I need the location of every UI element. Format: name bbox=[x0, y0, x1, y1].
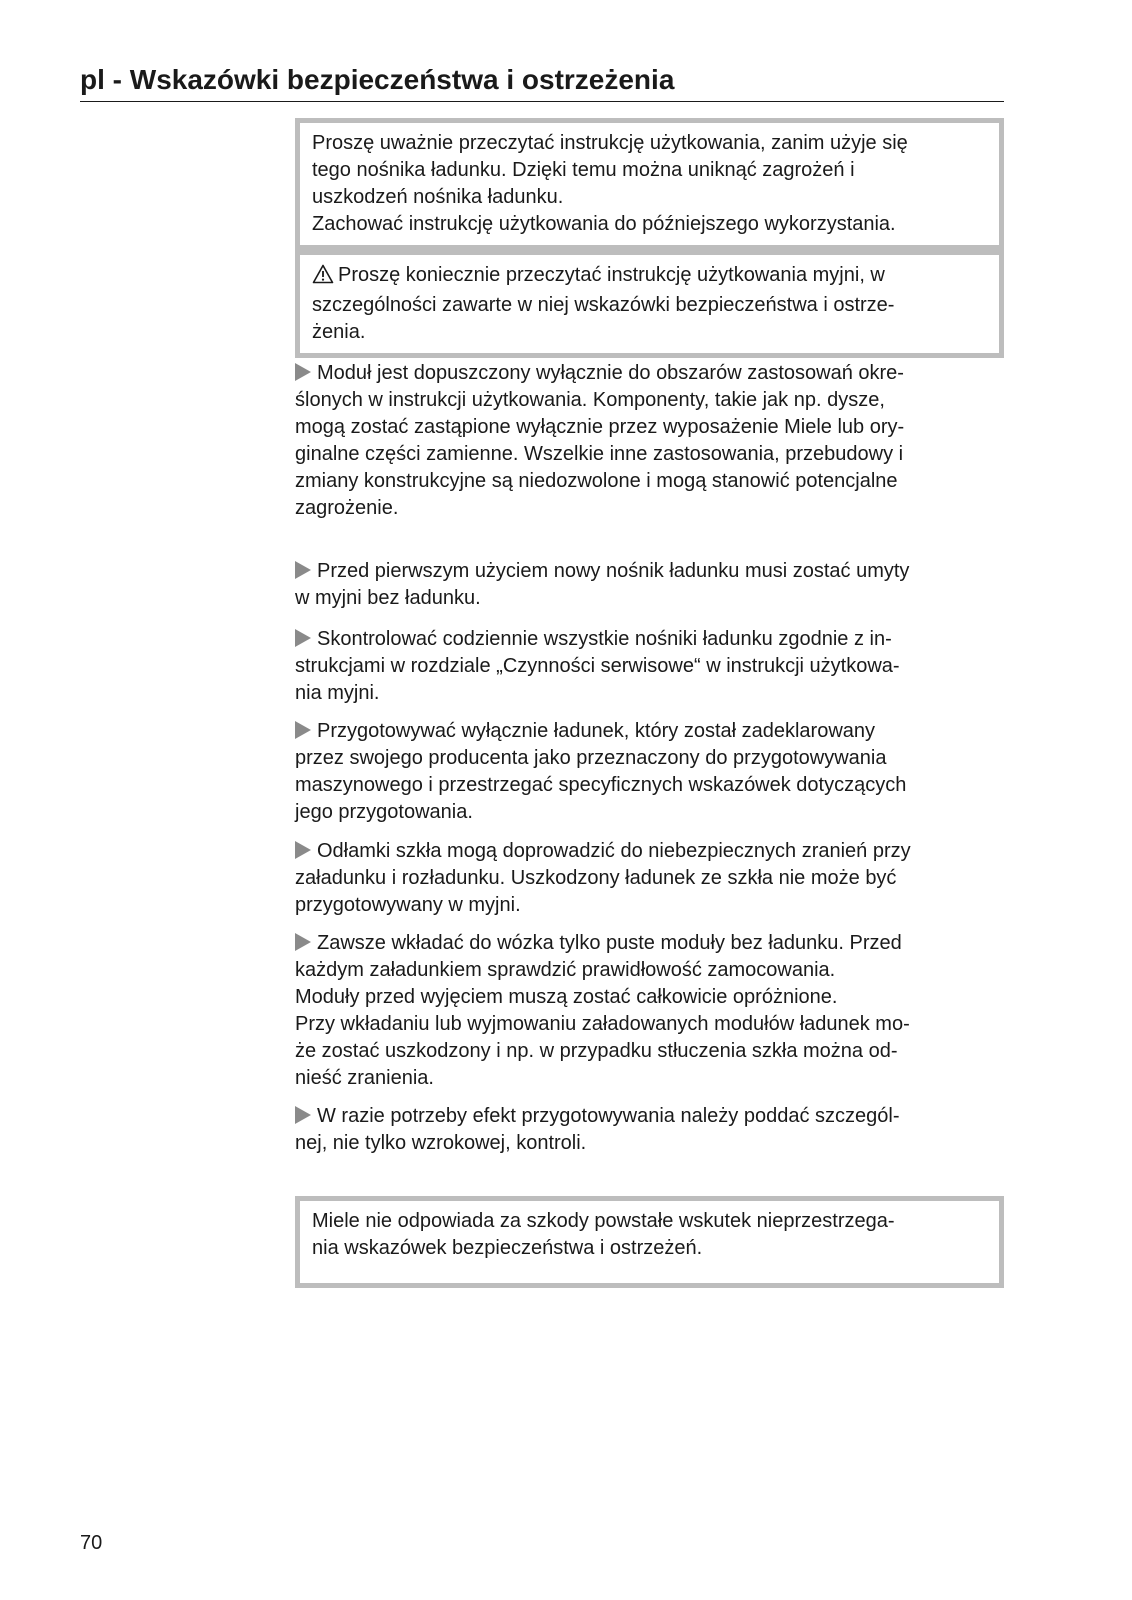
intro-notice-box bbox=[295, 118, 1004, 250]
title-divider bbox=[80, 101, 1004, 102]
safety-bullet bbox=[295, 930, 1004, 1092]
safety-bullet bbox=[295, 718, 1004, 826]
bullet-line: Moduły przed wyjęciem muszą zostać całkowicie opróżnione. bbox=[295, 986, 838, 1008]
bullet-line: Zawsze wkładać do wózka tylko puste moduły bez ładunku. Przed bbox=[317, 932, 902, 954]
bullet-line: nieść zranienia. bbox=[295, 1067, 434, 1089]
intro-line: Zachować instrukcję użytkowania do późniejszego wykorzystania. bbox=[312, 213, 896, 235]
bullet-arrow-icon bbox=[295, 629, 311, 647]
bullet-line: Przygotowywać wyłącznie ładunek, który został zadeklarowany bbox=[317, 720, 876, 742]
bullet-line: strukcjami w rozdziale „Czynności serwisowe“ w instrukcji użytkowa- bbox=[295, 655, 900, 677]
bullet-line: Skontrolować codziennie wszystkie nośniki ładunku zgodnie z in- bbox=[317, 628, 892, 650]
bullet-line: mogą zostać zastąpione wyłącznie przez wyposażenie Miele lub ory- bbox=[295, 416, 905, 438]
disclaimer-line: nia wskazówek bezpieczeństwa i ostrzeżeń. bbox=[312, 1237, 703, 1259]
bullet-arrow-icon bbox=[295, 1106, 311, 1124]
bullet-line: ginalne części zamienne. Wszelkie inne zastosowania, przebudowy i bbox=[295, 443, 904, 465]
bullet-arrow-icon bbox=[295, 363, 311, 381]
warning-notice-box bbox=[295, 250, 1004, 358]
intro-line: Proszę uważnie przeczytać instrukcję użytkowania, zanim użyje się bbox=[312, 132, 908, 154]
safety-bullet bbox=[295, 626, 1004, 707]
bullet-line: Moduł jest dopuszczony wyłącznie do obszarów zastosowań okre- bbox=[317, 362, 904, 384]
warning-triangle-icon bbox=[312, 264, 334, 292]
bullet-arrow-icon bbox=[295, 841, 311, 859]
bullet-line: ślonych w instrukcji użytkowania. Komponenty, takie jak np. dysze, bbox=[295, 389, 885, 411]
bullet-line: Przy wkładaniu lub wyjmowaniu załadowanych modułów ładunek mo- bbox=[295, 1013, 910, 1035]
bullet-line: Odłamki szkła mogą doprowadzić do niebezpiecznych zranień przy bbox=[317, 840, 911, 862]
bullet-line: przygotowywany w myjni. bbox=[295, 894, 521, 916]
bullet-arrow-icon bbox=[295, 721, 311, 739]
safety-bullet bbox=[295, 558, 1004, 612]
bullet-line: w myjni bez ładunku. bbox=[295, 587, 481, 609]
bullet-arrow-icon bbox=[295, 933, 311, 951]
intro-line: tego nośnika ładunku. Dzięki temu można uniknąć zagrożeń i bbox=[312, 159, 855, 181]
bullet-line: załadunku i rozładunku. Uszkodzony ładunek ze szkła nie może być bbox=[295, 867, 897, 889]
bullet-line: przez swojego producenta jako przeznaczony do przygotowywania bbox=[295, 747, 887, 769]
bullet-line: Przed pierwszym użyciem nowy nośnik ładunku musi zostać umyty bbox=[317, 560, 910, 582]
page-title: pl - Wskazówki bezpieczeństwa i ostrzeżenia bbox=[80, 64, 675, 95]
bullet-line: że zostać uszkodzony i np. w przypadku stłuczenia szkła można od- bbox=[295, 1040, 898, 1062]
disclaimer-notice-box bbox=[295, 1196, 1004, 1288]
safety-bullet bbox=[295, 838, 1004, 919]
bullet-line: zagrożenie. bbox=[295, 497, 399, 519]
disclaimer-line: Miele nie odpowiada za szkody powstałe wskutek nieprzestrzega- bbox=[312, 1210, 895, 1232]
bullet-line: maszynowego i przestrzegać specyficznych wskazówek dotyczących bbox=[295, 774, 907, 796]
warning-line: żenia. bbox=[312, 321, 366, 343]
bullet-line: nej, nie tylko wzrokowej, kontroli. bbox=[295, 1132, 587, 1154]
intro-line: uszkodzeń nośnika ładunku. bbox=[312, 186, 564, 208]
bullet-arrow-icon bbox=[295, 561, 311, 579]
bullet-line: jego przygotowania. bbox=[295, 801, 473, 823]
bullet-line: W razie potrzeby efekt przygotowywania należy poddać szczegól- bbox=[317, 1105, 900, 1127]
bullet-line: każdym załadunkiem sprawdzić prawidłowość zamocowania. bbox=[295, 959, 836, 981]
warning-line: Proszę koniecznie przeczytać instrukcję użytkowania myjni, w bbox=[338, 264, 885, 286]
page-number: 70 bbox=[80, 1532, 103, 1554]
bullet-line: nia myjni. bbox=[295, 682, 380, 704]
warning-line: szczególności zawarte w niej wskazówki bezpieczeństwa i ostrze- bbox=[312, 294, 895, 316]
safety-bullet bbox=[295, 360, 1004, 522]
safety-bullet bbox=[295, 1103, 1004, 1157]
bullet-line: zmiany konstrukcyjne są niedozwolone i mogą stanowić potencjalne bbox=[295, 470, 898, 492]
